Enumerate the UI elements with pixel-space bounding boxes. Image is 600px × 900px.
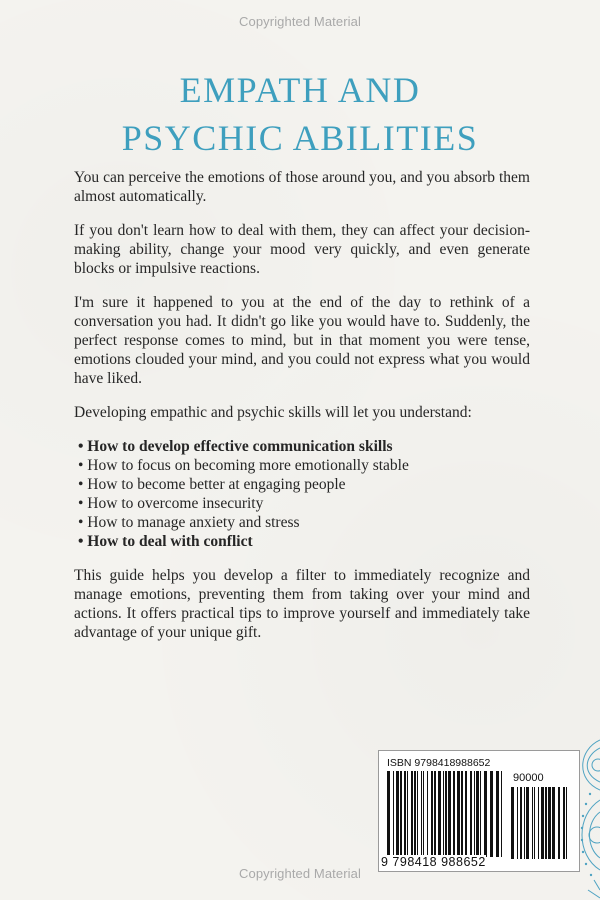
blurb-paragraph-1: You can perceive the emotions of those around you, and you absorb them almost automatically. [74,169,530,205]
barcode-bar [563,787,565,859]
barcode-bar [427,771,428,857]
benefit-item: • How to deal with conflict [78,533,253,550]
barcode-bar [520,787,522,859]
barcode-bar [431,771,433,857]
barcode-bar [517,787,518,859]
barcode-bar [552,787,555,859]
barcode-bar [423,771,424,857]
isbn-label: ISBN 9798418988652 [387,757,491,769]
copyright-watermark-bottom: Copyrighted Material [239,866,361,881]
barcode-bar [443,771,444,857]
barcode-bar [545,787,547,859]
barcode-bar [496,771,499,857]
barcode-bar [407,771,408,857]
barcode-bar [438,771,441,857]
barcode-bar [490,771,493,857]
barcode-bar [457,771,460,857]
book-title [0,66,600,162]
barcode-bar [470,771,472,857]
addon-barcode-bars [511,787,571,859]
ean-barcode-bars [387,771,502,857]
benefit-item: • How to develop effective communication skills [78,438,393,455]
barcode-bar [421,771,422,857]
blurb-paragraph-4: Developing empathic and psychic skills will let you understand: [74,404,472,421]
barcode-bar [393,771,394,857]
barcode-bar [453,771,455,857]
barcode-bar [448,771,451,857]
barcode-bar [400,771,402,857]
barcode-bar [411,771,413,857]
barcode-bar [534,787,535,859]
barcode-bar [387,771,390,857]
barcode-bar [476,771,479,857]
barcode-bar [461,771,463,857]
benefit-item: • How to focus on becoming more emotionally stable [78,457,409,474]
blurb-paragraph-3: I'm sure it happened to you at the end of the day to rethink of a conversation you had. It didn't go like you would have to. Suddenly, the perfect response comes to mind, but in that moment you were tense, emotions clouded your mind, and you could not express what you would have liked. [74,294,530,387]
blurb-paragraph-2: If you don't learn how to deal with them, they can affect your decision-making ability, change your mood very quickly, and even generate blocks or impulsive reactions. [74,222,530,277]
barcode-bar [480,771,481,857]
barcode-bar [526,787,529,859]
blurb-paragraph-5: This guide helps you develop a filter to immediately recognize and manage emotions, preventing them from taking over your mind and actions. It offers practical tips to improve yourself and immediately take advantage of your unique gift. [74,567,530,641]
ean-number: 9 798418 988652 [381,855,486,869]
barcode-bar [532,787,533,859]
isbn-barcode [378,750,580,872]
copyright-watermark-top: Copyrighted Material [239,14,361,29]
barcode-bar [414,771,416,857]
benefit-item: • How to manage anxiety and stress [78,514,300,531]
addon-price-code: 90000 [513,772,544,784]
barcode-bar [417,771,418,857]
barcode-bar [541,787,544,859]
barcode-bar [404,771,406,857]
barcode-bar [434,771,436,857]
benefit-item: • How to overcome insecurity [78,495,264,512]
barcode-bar [474,771,475,857]
barcode-bar [484,771,487,857]
barcode-bar [538,787,539,859]
barcode-bar [524,787,525,859]
title-line-1: EMPATH AND [179,70,421,110]
barcode-bar [396,771,399,857]
title-line-2: PSYCHIC ABILITIES [121,118,479,158]
benefits-list [74,437,530,551]
barcode-bar [548,787,551,859]
benefit-item: • How to become better at engaging people [78,476,346,493]
barcode-bar [558,787,560,859]
barcode-bar [501,771,502,857]
blurb [74,168,530,657]
barcode-bar [566,787,567,859]
barcode-bar [445,771,447,857]
barcode-bar [511,787,514,859]
barcode-bar [465,771,467,857]
